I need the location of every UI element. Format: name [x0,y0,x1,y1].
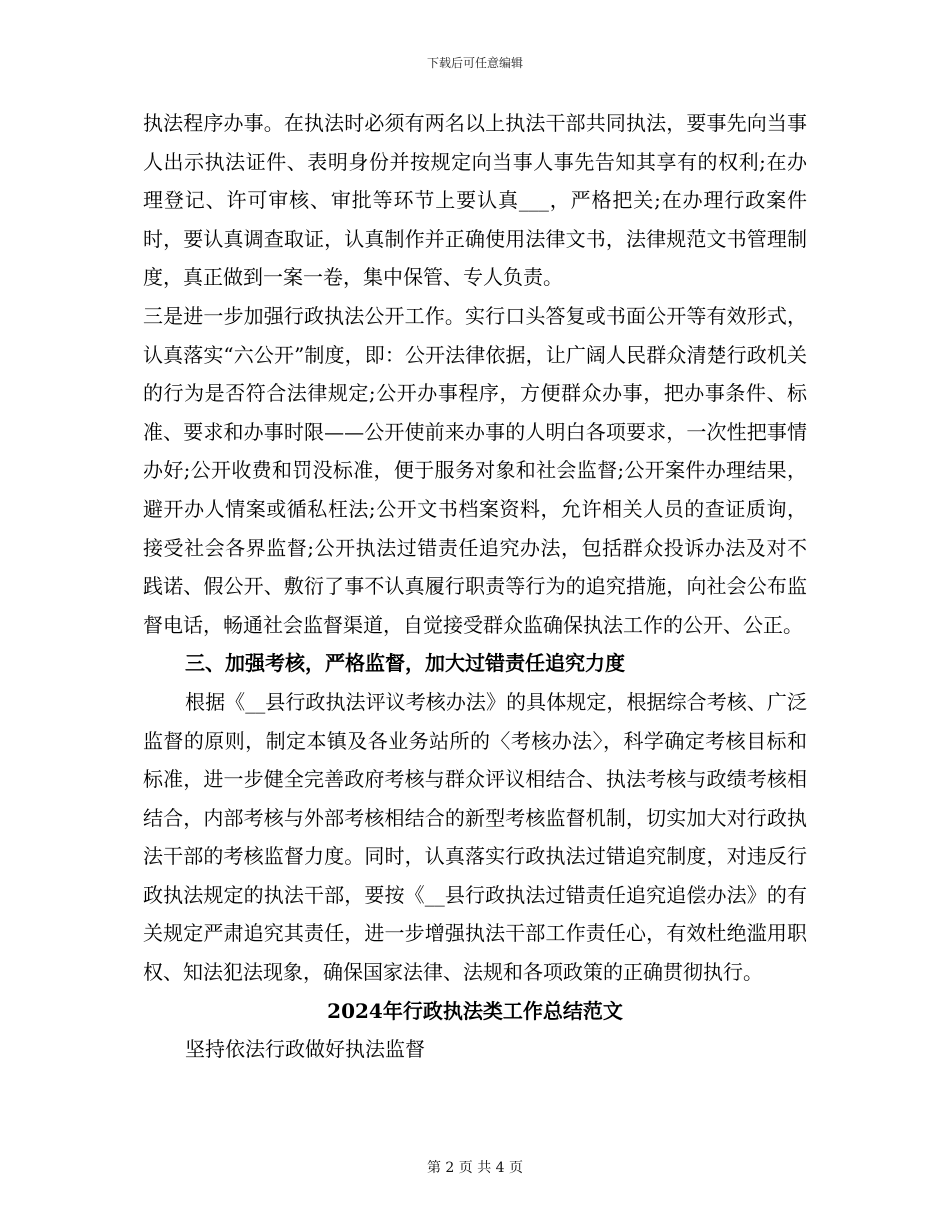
page-header: 下载后可任意编辑 [426,56,523,70]
page-footer: 第 2 页 共 4 页 [426,1160,524,1176]
section-heading-assessment: 三、加强考核，严格监督，加大过错责任追究力度 [185,651,625,676]
paragraph-open-enforcement: 三是进一步加强行政执法公开工作。实行口头答复或书面公开等有效形式，认真落实“六公开”制度，即：公开法律依据，让广阔人民群众清楚行政机关的行为是否符合法律规定;公开办事程序，方便群众办事，把办事条件、标准、要求和办事时限——公开使前来办事的人明白各项要求，一次性把事情办好;公开收费和罚没标准，便于服务对象和社会监督;公开案件办理结果，避开办人情案或循私枉法;公开文书档案资料，允许相关人员的查证质询，接受社会各界监督;公开执法过错责任追究办法，包括群众投诉办法及对不践诺、假公开、敷衍了事不认真履行职责等行为的追究措施，向社会公布监督电话，畅通社会监督渠道，自觉接受群众监确保执法工作的公开、公正。 [143,303,807,637]
paragraph-enforcement-procedure: 执法程序办事。在执法时必须有两名以上执法干部共同执法，要事先向当事人出示执法证件、表明身份并按规定向当事人事先告知其享有的权利;在办理登记、许可审核、审批等环节上要认真___，严格把关;在办理行政案件时，要认真调查取证，认真制作并正确使用法律文书，法律规范文书管理制度，真正做到一案一卷，集中保管、专人负责。 [143,111,807,290]
paragraph-supervision: 坚持依法行政做好执法监督 [185,1037,425,1062]
document-title: 2024年行政执法类工作总结范文 [327,998,623,1023]
paragraph-assessment: 根据《__县行政执法评议考核办法》的具体规定，根据综合考核、广泛监督的原则，制定本镇及各业务站所的〈考核办法〉，科学确定考核目标和标准，进一步健全完善政府考核与群众评议相结合、执法考核与政绩考核相结合，内部考核与外部考核相结合的新型考核监督机制，切实加大对行政执法干部的考核监督力度。同时，认真落实行政执法过错追究制度，对违反行政执法规定的执法干部，要按《__县行政执法过错责任追究追偿办法》的有关规定严肃追究其责任，进一步增强执法干部工作责任心，有效杜绝滥用职权、知法犯法现象，确保国家法律、法规和各项政策的正确贯彻执行。 [143,689,807,985]
document-body [143,104,807,1069]
